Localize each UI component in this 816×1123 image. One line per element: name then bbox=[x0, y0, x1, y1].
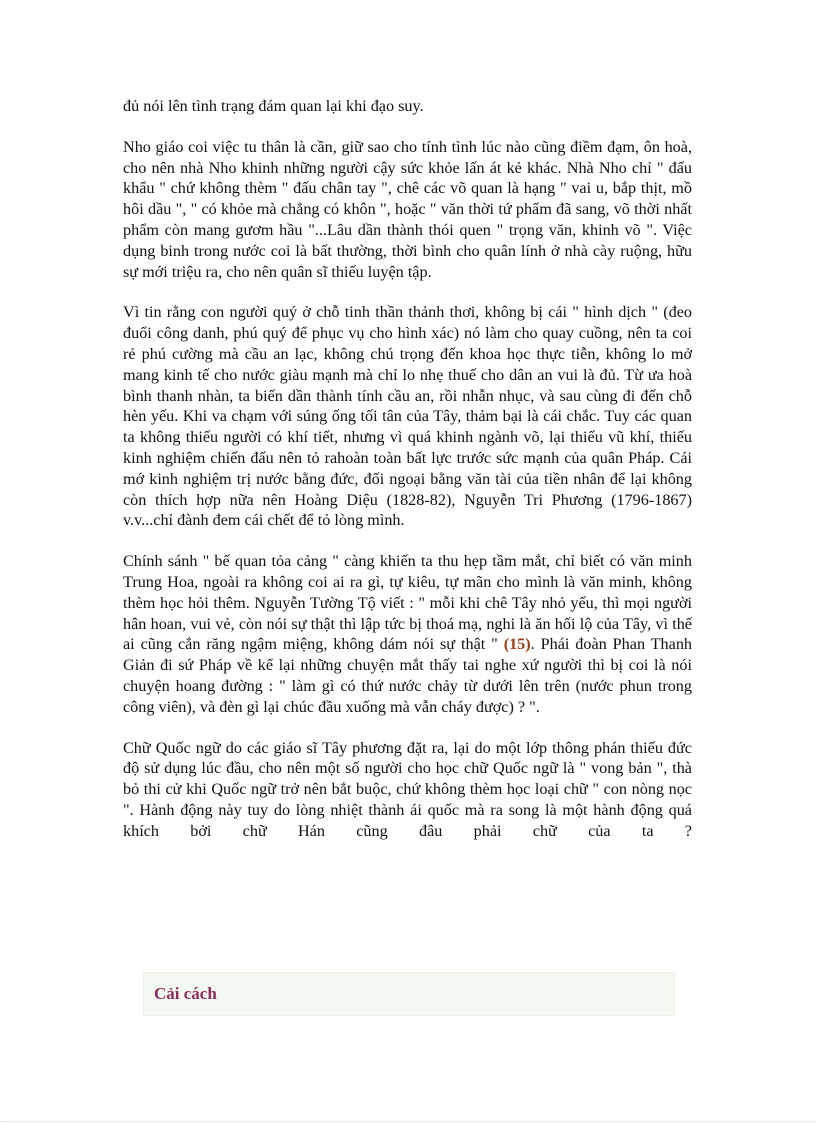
paragraph-4 bbox=[123, 551, 692, 717]
section-title: Cải cách bbox=[154, 984, 217, 1003]
paragraph-1: đủ nói lên tình trạng đám quan lại khi đạo suy. bbox=[123, 97, 424, 115]
paragraph-4-text-b: . Phái đoàn Phan Thanh Giản đi sứ Pháp về kể lại những chuyện mắt thấy tai nghe xứ người thì bị coi là nói chuyện hoang đường : " làm gì có thứ nước chảy từ dưới lên trên (nước phun trong công viên), và đèn gì lại chúc đầu xuống mà vẫn cháy được) ? ". bbox=[123, 635, 693, 716]
document-body bbox=[123, 96, 692, 862]
paragraph-4-text-a: Chính sánh " bế quan tỏa cảng " càng khiến ta thu hẹp tầm mắt, chỉ biết có văn minh Trung Hoa, ngoài ra không coi ai ra gì, tự kiêu, tự mãn cho mình là văn minh, không thèm học hỏi thêm. Nguyễn Tường Tộ viết : " mỗi khi chê Tây nhỏ yếu, thì mọi người hân hoan, vui vẻ, còn nói sự thật thì lập tức bị thoá mạ, nghi là ăn hối lộ của Tây, vì thế ai cũng cắn răng ngậm miệng, không dám nói sự thật " bbox=[123, 552, 692, 654]
paragraph-2: Nho giáo coi việc tu thân là cần, giữ sao cho tính tình lúc nào cũng điềm đạm, ôn hoà, cho nên nhà Nho khinh những người cậy sức khỏe lấn át kẻ khác. Nhà Nho chỉ " đấu khẩu " chứ không thèm " đấu chân tay ", chê các võ quan là hạng " vai u, bắp thịt, mồ hôi dầu ", " có khỏe mà chẳng có khôn ", hoặc " văn thời tứ phẩm đã sang, võ thời nhất phẩm còn mang gươm hầu "...Lâu dần thành thói quen " trọng văn, khinh võ ". Việc dụng binh trong nước coi là bất thường, thời bình cho quân lính ở nhà cày ruộng, hữu sự mới triệu ra, cho nên quân sĩ thiếu luyện tập. bbox=[123, 137, 692, 281]
paragraph-3: Vì tin rằng con người quý ở chỗ tinh thần thảnh thơi, không bị cái " hình dịch " (đeo đuổi công danh, phú quý để phục vụ cho hình xác) nó làm cho quay cuồng, nên ta coi rẻ phú cường mà cầu an lạc, không chú trọng đến khoa học thực tiễn, không lo mở mang kinh tế cho nước giàu mạnh mà chỉ lo nhẹ thuế cho dân an vui là đủ. Từ ưa hoà bình thanh nhàn, ta biến dần thành tính cầu an, rồi nhẫn nhục, và sau cùng đi đến chỗ hèn yếu. Khi va chạm với súng ống tối tân của Tây, thảm bại là cái chắc. Tuy các quan ta không thiếu người có khí tiết, nhưng vì quá khinh ngành võ, lại thiếu vũ khí, thiếu kinh nghiệm chiến đấu nên tỏ rahoàn toàn bất lực trước sức mạnh của quân Pháp. Cái mớ kinh nghiệm trị nước bằng đức, đối ngoại bằng văn tài của tiền nhân để lại không còn thích hợp nữa nên Hoàng Diệu (1828-82), Nguyễn Tri Phương (1796-1867) v.v...chỉ đành đem cái chết để tỏ lòng mình. bbox=[123, 303, 692, 530]
section-heading-box bbox=[143, 972, 675, 1016]
page-bottom-divider bbox=[0, 1121, 816, 1122]
footnote-reference-link[interactable]: (15) bbox=[503, 635, 531, 654]
paragraph-5: Chữ Quốc ngữ do các giáo sĩ Tây phương đặt ra, lại do một lớp thông phán thiếu đức độ sử dụng lúc đầu, cho nên một số người cho học chữ Quốc ngữ là " vong bản ", thà bỏ thi cử khi Quốc ngữ trở nên bắt buộc, chứ không thèm học loại chữ " con nòng nọc ". Hành động này tuy do lòng nhiệt thành ái quốc mà ra song là một hành động quá khích bởi chữ Hán cũng đâu phải chữ của ta ? bbox=[123, 738, 692, 840]
